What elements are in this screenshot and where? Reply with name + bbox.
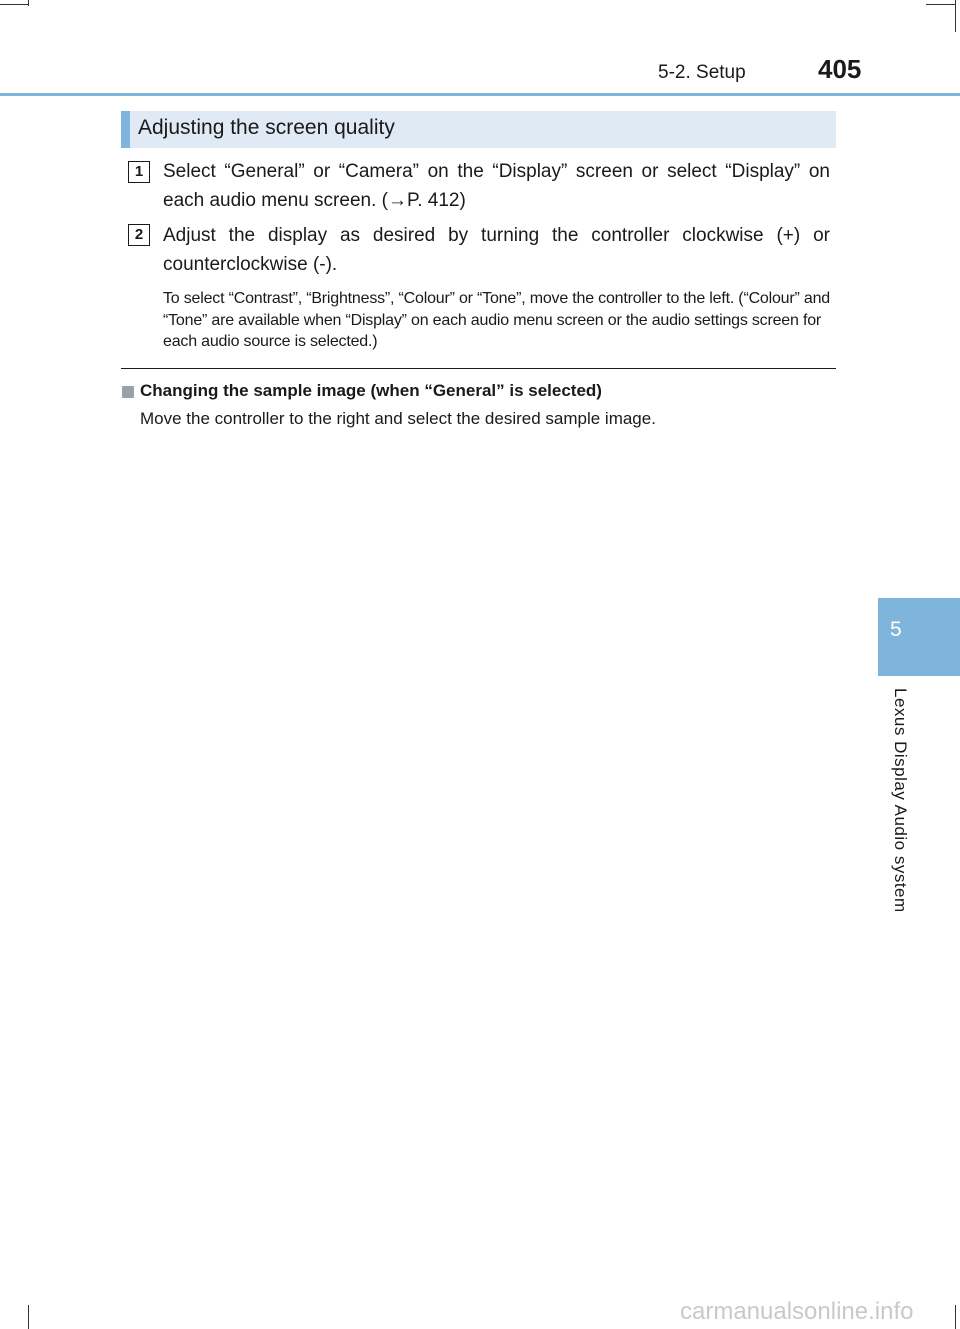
square-bullet-icon	[122, 386, 134, 398]
header-section-title: 5-2. Setup	[658, 62, 746, 83]
step-text-2: Adjust the display as desired by turning the controller clockwise (+) or counterclockwise (-).	[163, 225, 830, 275]
step-text-1: Select “General” or “Camera” on the “Display” screen or select “Display” on each audio menu screen. (→P. 412)	[163, 161, 830, 211]
crop-mark-bottom-left-v	[28, 1305, 29, 1329]
step-number-2: 2	[128, 224, 150, 246]
crop-mark-top-left-v	[28, 0, 29, 6]
section-heading-box	[121, 111, 836, 148]
section-heading-bar	[121, 111, 130, 148]
step-number-1: 1	[128, 161, 150, 183]
note-text: To select “Contrast”, “Brightness”, “Colour” or “Tone”, move the controller to the left. (“Colour” and “Tone” are available when “Display” on each audio menu screen or the audio settings screen for each audio source is selected.)	[163, 290, 830, 350]
crop-mark-bottom-right-v	[955, 1305, 956, 1329]
watermark: carmanualsonline.info	[680, 1298, 914, 1325]
page-number: 405	[818, 54, 862, 84]
crop-mark-top-right-h	[926, 4, 956, 5]
subsection-body: Move the controller to the right and select the desired sample image.	[140, 409, 656, 428]
chapter-tab-number: 5	[890, 618, 902, 641]
subsection-heading: Changing the sample image (when “General” is selected)	[140, 381, 602, 400]
header-rule	[0, 93, 960, 96]
section-title: Adjusting the screen quality	[138, 116, 395, 139]
section-divider	[121, 368, 836, 369]
crop-mark-top-left-h	[0, 4, 28, 5]
chapter-tab-label: Lexus Display Audio system	[891, 688, 910, 913]
